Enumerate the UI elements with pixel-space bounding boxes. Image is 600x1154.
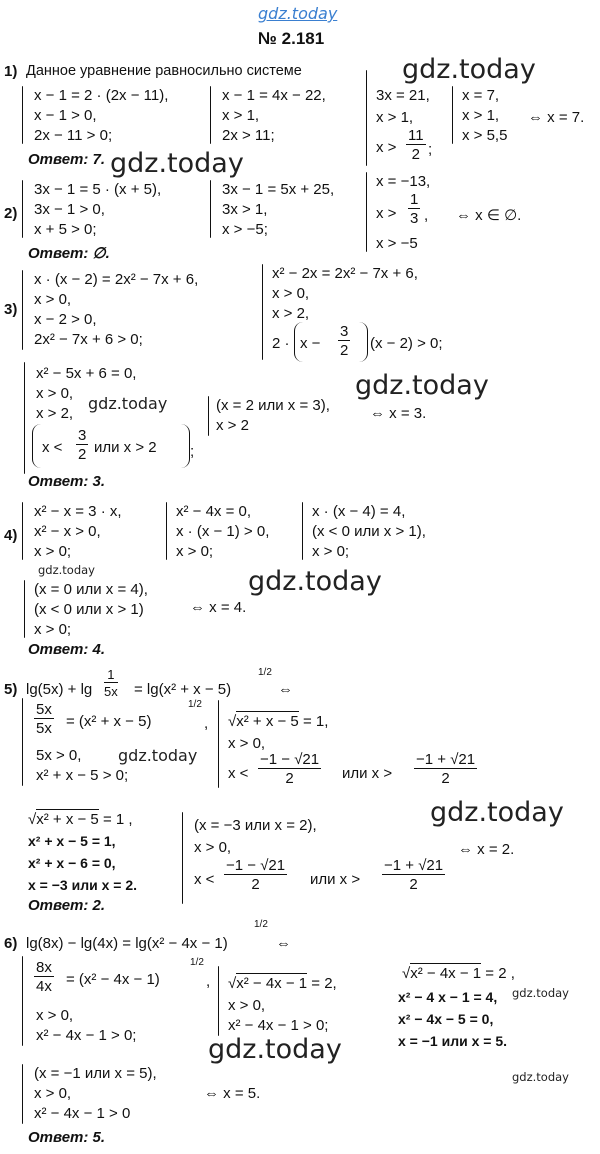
p5-eq-a: lg(5x) + lg — [26, 681, 93, 698]
p3-system-4-brace — [208, 396, 209, 436]
p5-s2-line2: x > 0, — [228, 735, 266, 752]
p2-result: ⇔ x ∈ ∅. — [456, 207, 522, 224]
p2-s1-line2: 3x − 1 > 0, — [34, 201, 105, 218]
p1-system-1-brace — [22, 86, 23, 144]
watermark: gdz.today — [512, 1070, 569, 1084]
p4-result: ⇔ x = 4. — [190, 599, 247, 616]
p1-system-3-brace — [366, 70, 367, 166]
p6-s1-line1: = (x² − 4x − 1) — [66, 971, 160, 988]
p4-s4-line2: (x < 0 или x > 1) — [34, 601, 144, 618]
p4-s2-line1: x² − 4x = 0, — [176, 503, 252, 520]
site-header-link[interactable]: gdz.today — [258, 4, 338, 23]
watermark: gdz.today — [355, 370, 489, 401]
p4-s1-line3: x > 0; — [34, 543, 72, 560]
p3-s2-line4-a: 2 · — [272, 335, 290, 352]
p1-s3-line3: x > — [376, 139, 397, 156]
p3-s3-line1: x² − 5x + 6 = 0, — [36, 365, 137, 382]
p4-answer: Ответ: 4. — [28, 641, 106, 658]
p2-s3-fraction: $\frac{1}{3}$ — [410, 191, 419, 227]
p5-work-line1: √x² + x − 5 = 1 , — [28, 811, 133, 828]
p6-s2-line2: x > 0, — [228, 997, 266, 1014]
p4-system-3-brace — [302, 502, 303, 560]
p5-work-line2: x² + x − 5 = 1, — [28, 833, 116, 849]
p5-s3-fraction-2: $\frac{-1 + √21}{2}$ — [384, 857, 444, 893]
p4-s2-line2: x · (x − 1) > 0, — [176, 523, 270, 540]
p3-s1-line2: x > 0, — [34, 291, 72, 308]
p4-s3-line1: x · (x − 4) = 4, — [312, 503, 406, 520]
watermark: gdz.today — [248, 566, 382, 597]
p2-s3-end: , — [424, 207, 429, 224]
p2-s2-line1: 3x − 1 = 5x + 25, — [222, 181, 335, 198]
p6-s2-line3: x² − 4x − 1 > 0; — [228, 1017, 329, 1034]
watermark: gdz.today — [402, 54, 536, 85]
p5-s1-line1-end: , — [204, 715, 209, 732]
watermark: gdz.today — [110, 148, 244, 179]
part-6-number: 6) — [4, 935, 18, 952]
p5-eq-fraction: $\frac{1}{5x}$ — [104, 667, 118, 699]
p2-system-2-brace — [210, 180, 211, 238]
p5-s1-line1: = (x² + x − 5) — [66, 713, 152, 730]
watermark: gdz.today — [38, 563, 95, 577]
p5-answer: Ответ: 2. — [28, 897, 106, 914]
p4-s3-line3: x > 0; — [312, 543, 350, 560]
p5-s2-line3-b: или x > — [342, 765, 393, 782]
p5-s1-line2: 5x > 0, — [36, 747, 82, 764]
p2-s3-line3: x > −5 — [376, 235, 418, 252]
p3-s3-end: ; — [190, 443, 195, 460]
p6-system-1-brace — [22, 956, 23, 1046]
p6-system-2-brace — [218, 966, 219, 1036]
p5-s1-exponent: 1/2 — [188, 699, 202, 710]
p1-s2-line3: 2x > 11; — [222, 127, 275, 144]
p2-answer: Ответ: ∅. — [28, 245, 110, 262]
p3-s1-line3: x − 2 > 0, — [34, 311, 97, 328]
p6-result: ⇔ x = 5. — [204, 1085, 261, 1102]
watermark: gdz.today — [208, 1034, 342, 1065]
p6-eq-a: lg(8x) − lg(4x) = lg(x² − 4x − 1) — [26, 935, 228, 952]
p4-system-1-brace — [22, 502, 23, 560]
p1-s1-line3: 2x − 11 > 0; — [34, 127, 113, 144]
p1-s3-line2: x > 1, — [376, 109, 414, 126]
p6-work-line4: x = −1 или x = 5. — [398, 1033, 508, 1049]
p5-s2-fraction-2: $\frac{-1 + √21}{2}$ — [416, 751, 476, 787]
p3-s2-fraction: $\frac{3}{2}$ — [340, 323, 349, 359]
p2-s2-line3: x > −5; — [222, 221, 268, 238]
p5-work-line4: x = −3 или x = 2. — [28, 877, 138, 893]
p3-system-1-brace — [22, 270, 23, 350]
watermark: gdz.today — [430, 797, 564, 828]
p2-system-1-brace — [22, 180, 23, 238]
part-1-number: 1) — [4, 63, 18, 80]
p6-eq-c: ⇔ — [276, 935, 291, 952]
p1-system-2-brace — [210, 86, 211, 144]
p3-s3-fraction: $\frac{3}{2}$ — [78, 427, 87, 463]
p1-s2-line1: x − 1 = 4x − 22, — [222, 87, 326, 104]
p3-s1-line4: 2x² − 7x + 6 > 0; — [34, 331, 143, 348]
p6-s1-fraction: $\frac{8x}{4x}$ — [36, 959, 52, 995]
p6-s3-line3: x² − 4x − 1 > 0 — [34, 1105, 131, 1122]
p4-s1-line2: x² − x > 0, — [34, 523, 101, 540]
p6-s1-line1-end: , — [206, 973, 211, 990]
p4-s1-line1: x² − x = 3 · x, — [34, 503, 122, 520]
p5-s2-line3-a: x < — [228, 765, 249, 782]
p6-s1-line3: x² − 4x − 1 > 0; — [36, 1027, 137, 1044]
part-3-number: 3) — [4, 301, 18, 318]
p5-s3-line3-a: x < — [194, 871, 215, 888]
p3-s3-line4-a: x < — [42, 439, 63, 456]
p3-s1-line1: x · (x − 2) = 2x² − 7x + 6, — [34, 271, 199, 288]
p6-s3-line1: (x = −1 или x = 5), — [34, 1065, 157, 1082]
p3-result: ⇔ x = 3. — [370, 405, 427, 422]
p3-s2-line4-c: (x − 2) > 0; — [370, 335, 443, 352]
p1-result: ⇔ x = 7. — [528, 109, 585, 126]
part-4-number: 4) — [4, 527, 18, 544]
p1-s3-end: ; — [428, 141, 433, 158]
p1-s1-line2: x − 1 > 0, — [34, 107, 97, 124]
p6-s1-exponent: 1/2 — [190, 957, 204, 968]
p5-s3-line1: (x = −3 или x = 2), — [194, 817, 317, 834]
p5-eq-exponent: 1/2 — [258, 667, 272, 678]
watermark: gdz.today — [512, 986, 569, 1000]
problem-number-title: № 2.181 — [258, 29, 325, 48]
watermark: gdz.today — [118, 746, 198, 765]
p2-s1-line3: x + 5 > 0; — [34, 221, 97, 238]
p3-system-2-brace — [262, 264, 263, 360]
p6-s3-line2: x > 0, — [34, 1085, 72, 1102]
p5-eq-b: = lg(x² + x − 5) — [134, 681, 232, 698]
p6-work-line3: x² − 4x − 5 = 0, — [398, 1011, 494, 1027]
p3-system-3-brace — [24, 362, 25, 474]
p5-system-2-brace — [218, 700, 219, 788]
p4-system-2-brace — [166, 502, 167, 560]
part-1-intro: Данное уравнение равносильно системе — [26, 63, 302, 79]
p5-s3-line2: x > 0, — [194, 839, 232, 856]
p1-answer: Ответ: 7. — [28, 151, 106, 168]
p3-s2-line2: x > 0, — [272, 285, 310, 302]
p5-system-1-brace — [22, 698, 23, 786]
p4-system-4-brace — [24, 580, 25, 638]
p6-s1-line2: x > 0, — [36, 1007, 74, 1024]
p1-s1-line1: x − 1 = 2 · (2x − 11), — [34, 87, 169, 104]
p3-s3-line3: x > 2, — [36, 405, 74, 422]
p3-s2-line4-b: x − — [300, 335, 321, 352]
p3-s4-line2: x > 2 — [216, 417, 249, 434]
p4-s4-line1: (x = 0 или x = 4), — [34, 581, 148, 598]
p1-s3-line1: 3x = 21, — [376, 87, 430, 104]
p5-result: ⇔ x = 2. — [458, 841, 515, 858]
p2-s3-line1: x = −13, — [376, 173, 431, 190]
part-2-number: 2) — [4, 205, 18, 222]
p3-s2-line1: x² − 2x = 2x² − 7x + 6, — [272, 265, 418, 282]
p5-s2-line1: √x² + x − 5 = 1, — [228, 713, 329, 730]
p6-work-line1: √x² − 4x − 1 = 2 , — [402, 965, 515, 982]
p3-s3-line2: x > 0, — [36, 385, 74, 402]
p6-eq-exponent: 1/2 — [254, 919, 268, 930]
p1-s4-line3: x > 5,5 — [462, 127, 508, 144]
p2-s1-line1: 3x − 1 = 5 · (x + 5), — [34, 181, 162, 198]
p6-system-3-brace — [22, 1064, 23, 1124]
p4-s4-line3: x > 0; — [34, 621, 72, 638]
part-5-number: 5) — [4, 681, 18, 698]
p4-s3-line2: (x < 0 или x > 1), — [312, 523, 426, 540]
p5-s3-fraction-1: $\frac{-1 - √21}{2}$ — [226, 857, 286, 893]
p6-work-line2: x² − 4 x − 1 = 4, — [398, 989, 498, 1005]
p2-s3-line2: x > — [376, 205, 397, 222]
p5-system-3-brace — [182, 812, 183, 904]
p4-s2-line3: x > 0; — [176, 543, 214, 560]
p2-system-3-brace — [366, 172, 367, 252]
p6-answer: Ответ: 5. — [28, 1129, 106, 1146]
p1-s4-line2: x > 1, — [462, 107, 500, 124]
p3-s4-line1: (x = 2 или x = 3), — [216, 397, 330, 414]
p2-s2-line2: 3x > 1, — [222, 201, 268, 218]
p3-s3-line4-b: или x > 2 — [94, 439, 157, 456]
watermark: gdz.today — [88, 394, 168, 413]
p3-answer: Ответ: 3. — [28, 473, 106, 490]
p5-eq-c: ⇔ — [278, 681, 293, 698]
p5-s2-fraction-1: $\frac{-1 - √21}{2}$ — [260, 751, 320, 787]
p5-s3-line3-b: или x > — [310, 871, 361, 888]
p5-s1-line3: x² + x − 5 > 0; — [36, 767, 129, 784]
p1-s4-line1: x = 7, — [462, 87, 500, 104]
p6-s2-line1: √x² − 4x − 1 = 2, — [228, 975, 337, 992]
p1-s3-fraction: $\frac{11}{2}$ — [408, 127, 424, 163]
p5-s1-fraction: $\frac{5x}{5x}$ — [36, 701, 52, 737]
p1-s2-line2: x > 1, — [222, 107, 260, 124]
p1-system-4-brace — [452, 86, 453, 144]
p5-work-line3: x² + x − 6 = 0, — [28, 855, 116, 871]
p3-s2-line3: x > 2, — [272, 305, 310, 322]
